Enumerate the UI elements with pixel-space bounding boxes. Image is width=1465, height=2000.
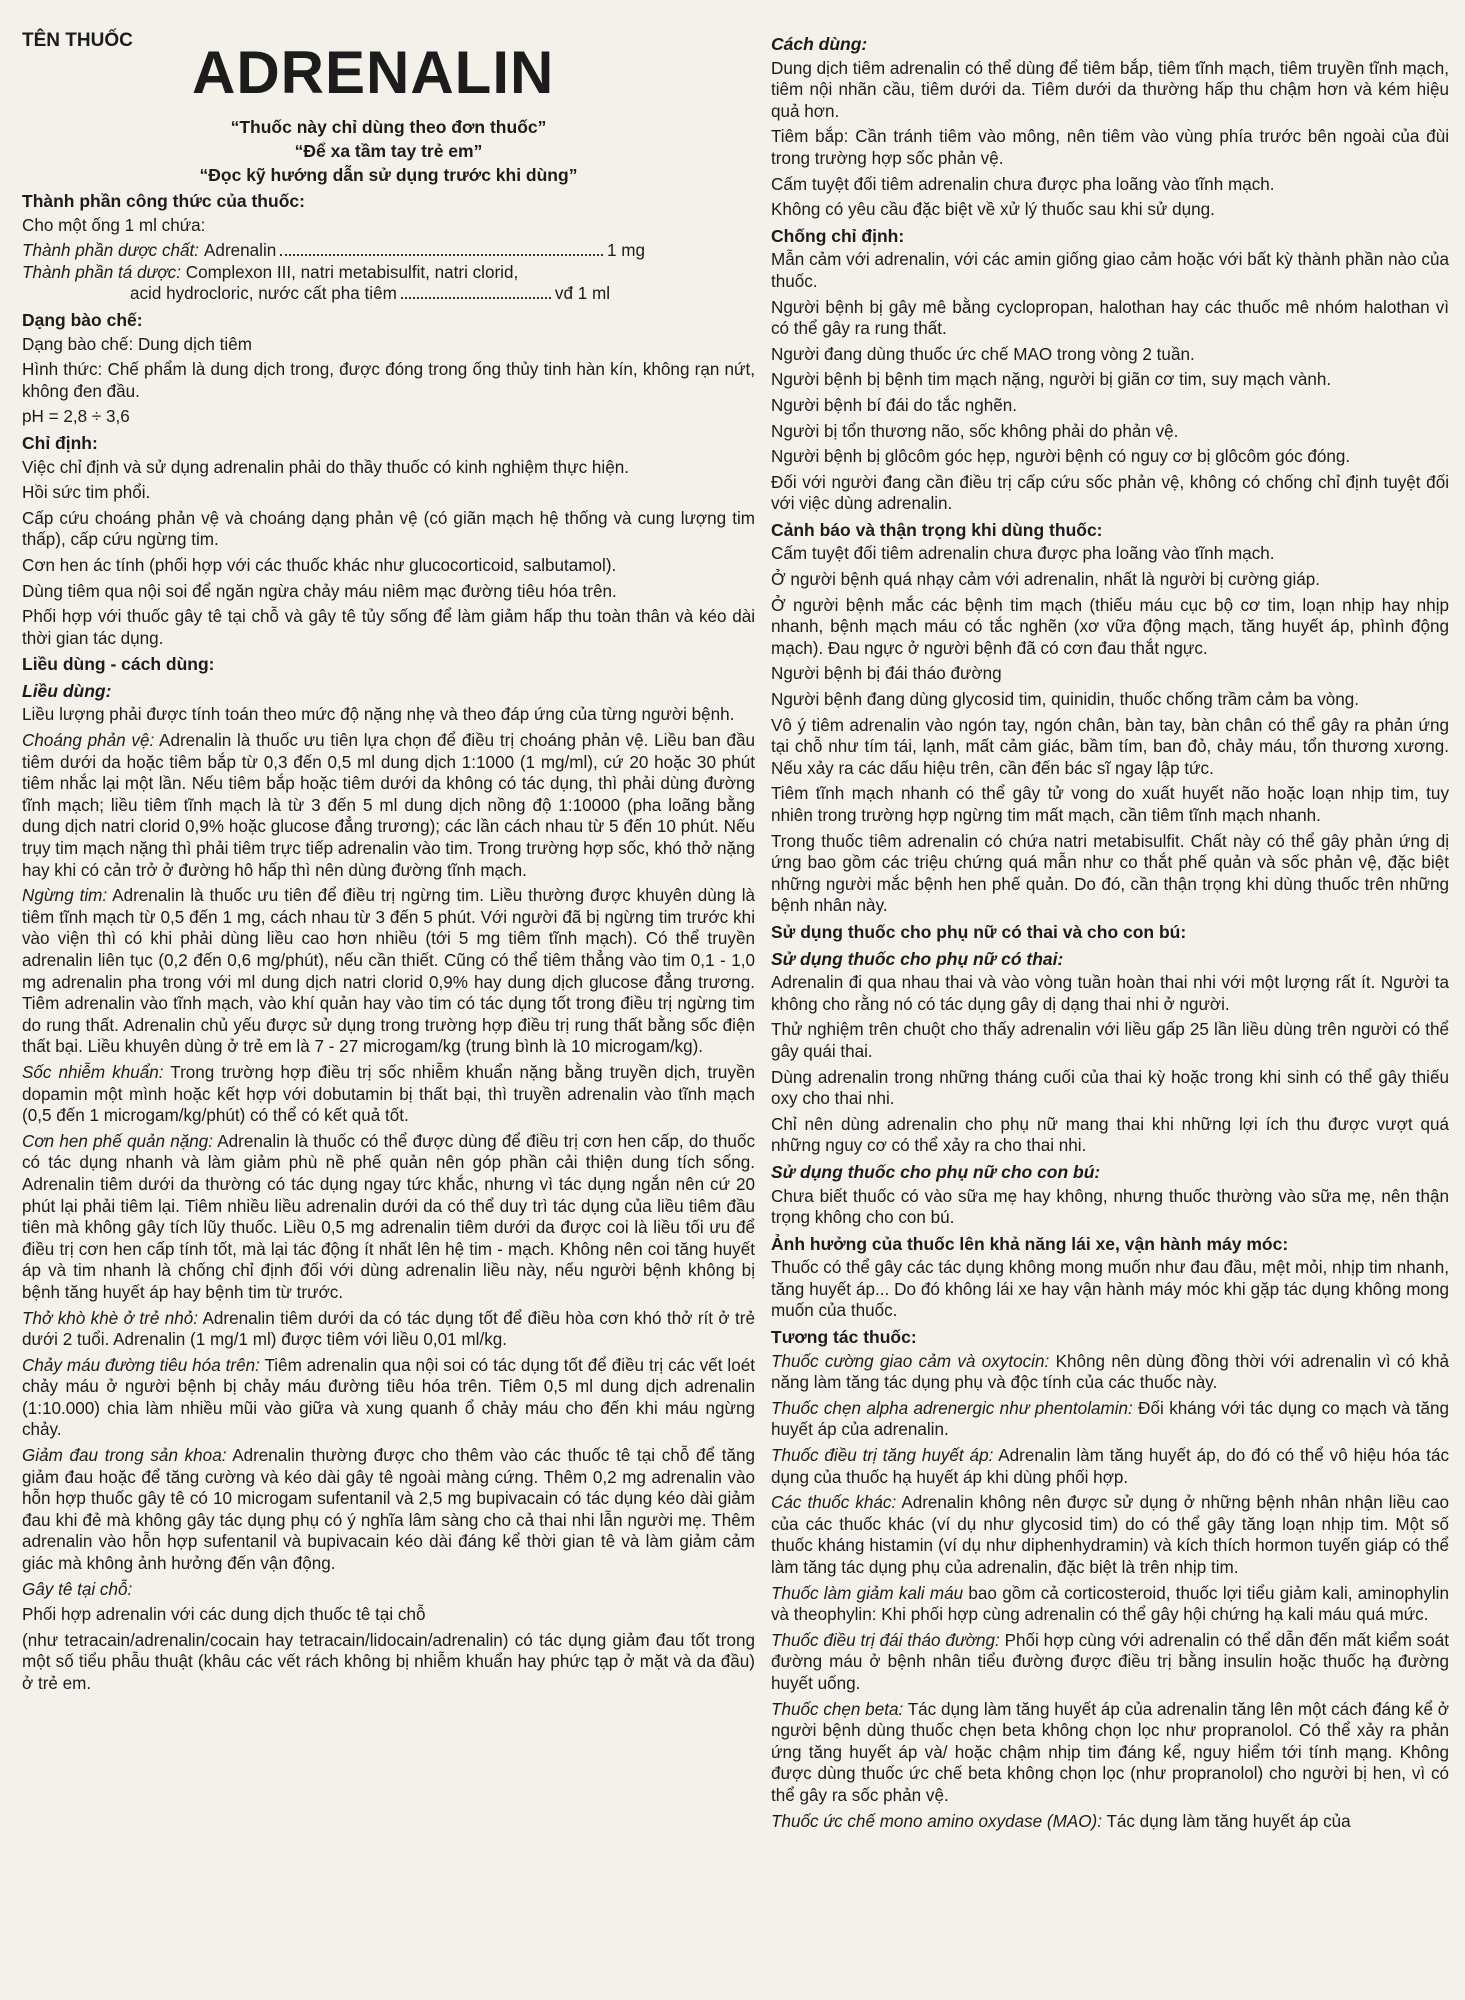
interaction-term: Thuốc làm giảm kali máu: [771, 1583, 964, 1603]
dosage-subheading: Liều dùng:: [22, 680, 112, 701]
local-anesthesia-line: (như tetracain/adrenalin/cocain hay tetracain/lidocain/adrenalin) có tác dụng giảm đau tốt trong một số tiểu phẫu thuật (khâu các vết rách không bị nhiễm khuẩn hay phức tạp ở mặt và da đầu) ở trẻ em.: [22, 1630, 755, 1693]
usage-line: Cấm tuyệt đối tiêm adrenalin chưa được pha loãng vào tĩnh mạch.: [771, 174, 1275, 194]
interaction-text: Không nên dùng đồng thời với adrenalin vì có khả năng làm tăng tác dụng phụ và độc tính của các thuốc này.: [771, 1351, 1449, 1393]
composition-heading: Thành phần công thức của thuốc:: [22, 191, 305, 211]
interaction-item: [771, 1398, 1449, 1441]
local-anesthesia-heading: Gây tê tại chỗ:: [22, 1579, 133, 1599]
dosage-term: Sốc nhiễm khuẩn:: [22, 1062, 164, 1082]
warning-line: Cấm tuyệt đối tiêm adrenalin chưa được pha loãng vào tĩnh mạch.: [771, 544, 1275, 564]
dosage-item: [22, 885, 755, 1058]
usage-line: Dung dịch tiêm adrenalin có thể dùng để tiêm bắp, tiêm tĩnh mạch, tiêm truyền tĩnh mạch, tiêm nội nhãn cầu, tiêm dưới da. Tiêm dưới da thường hấp thu chậm hơn và kém hiệu quả hơn.: [771, 58, 1449, 121]
interaction-term: Thuốc ức chế mono amino oxydase (MAO):: [771, 1811, 1102, 1831]
dosage-term: Chảy máu đường tiêu hóa trên:: [22, 1355, 260, 1375]
warning-line: Trong thuốc tiêm adrenalin có chứa natri metabisulfit. Chất này có thể gây phản ứng dị ứng bao gồm các triệu chứng quá mẫn như co thắt phế quản và sốc phản vệ, đặc biệt những người mắc bệnh hen phế quản. Do đó, cần thận trọng khi dùng thuốc trên những bệnh nhân này.: [771, 831, 1449, 916]
breastfeeding-line: Chưa biết thuốc có vào sữa mẹ hay không, nhưng thuốc thường vào sữa mẹ, nên thận trọng không cho con bú.: [771, 1186, 1449, 1228]
dosage-text: Tiêm adrenalin qua nội soi có tác dụng tốt để điều trị các vết loét chảy máu ở người bệnh bị chảy máu đường tiêu hóa trên. Tiêm 0,5 ml dung dịch adrenalin (1:10.000) chia làm nhiều mũi vào giữa và xung quanh ổ chảy máu cho đến khi máu ngừng chảy.: [22, 1355, 755, 1440]
composition-per-unit: Cho một ống 1 ml chứa:: [22, 215, 206, 235]
dosage-item: [22, 1445, 755, 1575]
interaction-item: [771, 1583, 1449, 1626]
interaction-text: Tác dụng làm tăng huyết áp của adrenalin tăng lên một cách đáng kể ở người bệnh dùng thuốc chẹn beta không chọn lọc như propranolol. Có thể xảy ra phản ứng tăng huyết áp và/ hoặc chậm nhịp tim đáng kể, nguy hiểm tới tính mạng. Không được dùng thuốc ức chế beta không chọn lọc (như propranolol) cho người bị hen, vì có thể gây ra sốc phản vệ.: [771, 1699, 1449, 1805]
warning-line: Tiêm tĩnh mạch nhanh có thể gây tử vong do xuất huyết não hoặc loạn nhịp tim, tuy nhiên trong trường hợp ngừng tim mất mạch, cần tiêm tĩnh mạch nhanh.: [771, 784, 1449, 825]
warning-prescription: “Thuốc này chỉ dùng theo đơn thuốc”: [230, 117, 547, 137]
warning-line: Ở người bệnh mắc các bệnh tim mạch (thiếu máu cục bộ cơ tim, loạn nhịp hay nhịp nhanh, bệnh mạch máu có tắc nghẽn (xơ vữa động mạch, tăng huyết áp, phình động mạch). Đau ngực ở người bệnh đã có cơn đau thắt ngực.: [771, 595, 1449, 658]
dosage-term: Choáng phản vệ:: [22, 731, 155, 751]
warning-line: Người bệnh bị đái tháo đường: [771, 664, 1002, 684]
pregnancy-line: Chỉ nên dùng adrenalin cho phụ nữ mang thai khi những lợi ích thu được vượt quá những nguy cơ có thể xảy ra cho thai nhi.: [771, 1114, 1449, 1156]
contraindications-heading: Chống chỉ định:: [771, 225, 905, 246]
interaction-term: Thuốc điều trị đái tháo đường:: [771, 1630, 1000, 1650]
driving-heading: Ảnh hưởng của thuốc lên khả năng lái xe, vận hành máy móc:: [771, 1233, 1289, 1254]
pregnancy-line: Thử nghiệm trên chuột cho thấy adrenalin với liều gấp 25 lần liều dùng trên người có thể gây quái thai.: [771, 1020, 1449, 1061]
contraindication-line: Người bệnh bị bệnh tim mạch nặng, người bị giãn cơ tim, suy mạch vành.: [771, 370, 1332, 390]
interactions-heading: Tương tác thuốc:: [771, 1327, 917, 1348]
dosage-item: [22, 1131, 755, 1304]
dosage-item: [22, 1062, 755, 1127]
contraindication-line: Người bệnh bí đái do tắc nghẽn.: [771, 395, 1017, 415]
dosage-form-line: pH = 2,8 ÷ 3,6: [22, 407, 130, 427]
pregnancy-subheading: Sử dụng thuốc cho phụ nữ có thai:: [771, 948, 1064, 969]
dosage-term: Thở khò khè ở trẻ nhỏ:: [22, 1308, 199, 1328]
interaction-text: Tác dụng làm tăng huyết áp của: [1102, 1811, 1351, 1831]
excipients-label: Thành phần tá dược:: [22, 262, 181, 282]
dosage-term: Cơn hen phế quản nặng:: [22, 1131, 213, 1151]
dosage-item: [22, 1308, 755, 1351]
interaction-item: [771, 1699, 1449, 1807]
composition-active: [22, 240, 755, 262]
usage-line: Không có yêu cầu đặc biệt về xử lý thuốc sau khi sử dụng.: [771, 200, 1215, 220]
indication-line: Phối hợp với thuốc gây tê tại chỗ và gây tê tủy sống để làm giảm hấp thu toàn thân và kéo dài thời gian tác dụng.: [22, 607, 755, 648]
active-name: Adrenalin: [204, 241, 277, 261]
interaction-term: Thuốc điều trị tăng huyết áp:: [771, 1446, 994, 1466]
warnings-heading: Cảnh báo và thận trọng khi dùng thuốc:: [771, 519, 1103, 540]
dosage-text: Adrenalin là thuốc ưu tiên để điều trị ngừng tim. Liều thường được khuyên dùng là tiêm tĩnh mạch từ 0,5 đến 1 mg, cách nhau từ 3 đến 5 phút. Với người đã bị ngừng tim trước khi vào viện thì có khi phải dùng liều cao hơn nhiều (tới 5 mg tiêm tĩnh mạch). Có thể truyền adrenalin liên tục (0,2 đến 0,6 mg/phút), nếu cần thiết. Cũng có thể tiêm thẳng vào tim 0,1 - 1,0 mg adrenalin pha trong với ml dung dịch natri clorid 0,9% hay dung dịch glucose đẳng trương. Tiêm adrenalin vào tĩnh mạch, vào khí quản hay vào tim có tác dụng tốt trong điều trị ngừng tim do rung thất. Adrenalin chủ yếu được sử dụng trong trường hợp điều trị rung thất bằng sốc điện thất bại. Liều khuyên dùng ở trẻ em là 7 - 27 microgam/kg (trung bình là 10 microgam/kg).: [22, 886, 755, 1057]
pregnancy-line: Adrenalin đi qua nhau thai và vào vòng tuần hoàn thai nhi với một lượng rất ít. Người ta không cho rằng nó có tác dụng gây dị dạng thai nhi ở người.: [771, 973, 1449, 1014]
interaction-item: [771, 1492, 1449, 1578]
indication-line: Việc chỉ định và sử dụng adrenalin phải do thầy thuốc có kinh nghiệm thực hiện.: [22, 457, 629, 477]
dosage-term: Ngừng tim:: [22, 886, 108, 906]
header: [22, 22, 755, 114]
active-label: Thành phần dược chất:: [22, 241, 200, 261]
interaction-term: Thuốc chẹn beta:: [771, 1699, 904, 1719]
dosage-text: Adrenalin thường được cho thêm vào các thuốc tê tại chỗ để tăng giảm đau hoặc để tăng cường và kéo dài gây tê ngoài màng cứng. Thêm 0,2 mg adrenalin vào hỗn hợp thuốc gây tê có 10 microgam sufentanil và 2,5 mg bupivacain có tác dụng kéo dài giảm đau khi đẻ mà không gây tác dụng phụ có ý nghĩa lâm sàng cho cả thai nhi lẫn người mẹ. Thêm adrenalin vào hỗn hợp sufentanil và bupivacain kéo dài đáng kể thời gian tê và làm giảm cảm giác mà không ảnh hưởng đến vận động.: [22, 1446, 755, 1574]
contraindication-line: Người bị tổn thương não, sốc không phải do phản vệ.: [771, 421, 1179, 441]
interaction-text: Adrenalin làm tăng huyết áp, do đó có thể vô hiệu hóa tác dụng của thuốc hạ huyết áp khi dùng phối hợp.: [771, 1446, 1449, 1487]
indications-heading: Chỉ định:: [22, 432, 98, 453]
interaction-item: [771, 1445, 1449, 1488]
composition-excipients-2: [22, 283, 610, 305]
contraindication-line: Người bệnh bị glôcôm góc hẹp, người bệnh có nguy cơ bị glôcôm góc đóng.: [771, 447, 1351, 467]
contraindication-line: Người bệnh bị gây mê bằng cyclopropan, halothan hay các thuốc mê nhóm halothan vì có thể gây ra rung thất.: [771, 297, 1449, 339]
interaction-item: [771, 1351, 1449, 1394]
dosage-form-line: Hình thức: Chế phẩm là dung dịch trong, được đóng trong ống thủy tinh hàn kín, không rạn nứt, không đen đầu.: [22, 360, 755, 401]
warning-line: Người bệnh đang dùng glycosid tim, quinidin, thuốc chống trầm cảm ba vòng.: [771, 690, 1360, 710]
contraindication-line: Đối với người đang cần điều trị cấp cứu sốc phản vệ, không có chống chỉ định tuyệt đối với việc dùng adrenalin.: [771, 472, 1449, 514]
dosage-text: Adrenalin tiêm dưới da có tác dụng tốt để điều hòa cơn khó thở rít ở trẻ dưới 2 tuổi. Adrenalin (1 mg/1 ml) được tiêm với liều 0,01 ml/kg.: [22, 1308, 755, 1350]
interaction-term: Thuốc cường giao cảm và oxytocin:: [771, 1351, 1050, 1371]
dosage-item: [22, 1355, 755, 1441]
excipients-text2: acid hydrocloric, nước cất pha tiêm: [130, 284, 397, 304]
warning-line: Ở người bệnh quá nhạy cảm với adrenalin, nhất là người bị cường giáp.: [771, 570, 1321, 590]
pregnancy-heading: Sử dụng thuốc cho phụ nữ có thai và cho con bú:: [771, 921, 1187, 942]
dosage-item: [22, 730, 755, 881]
indication-line: Cấp cứu choáng phản vệ và choáng dạng phản vệ (có giãn mạch hệ thống và cung lượng tim thấp), cấp cứu ngừng tim.: [22, 508, 755, 550]
interaction-text: Đối kháng với tác dụng co mạch và tăng huyết áp của adrenalin.: [771, 1398, 1449, 1440]
drug-name-label: TÊN THUỐC: [22, 30, 133, 51]
driving-line: Thuốc có thể gây các tác dụng không mong muốn như đau đầu, mệt mỏi, nhịp tim nhanh, tăng huyết áp... Do đó không lái xe hay vận hành máy móc khi gặp tác dụng không mong muốn của thuốc.: [771, 1258, 1449, 1321]
interaction-item: [771, 1811, 1449, 1833]
local-anesthesia-line: Phối hợp adrenalin với các dung dịch thuốc tê tại chỗ: [22, 1605, 426, 1625]
dosage-text: Adrenalin là thuốc ưu tiên lựa chọn để điều trị choáng phản vệ. Liều ban đầu tiêm dưới da hoặc tiêm bắp từ 0,3 đến 0,5 ml dung dịch 1:1000 (1 mg/ml), cứ 20 hoặc 30 phút tiêm nhắc lại một lần. Nếu tiêm bắp hoặc tiêm dưới da không có tác dụng, thì phải dùng đường tĩnh mạch; liều tiêm tĩnh mạch là từ 3 đến 5 ml dung dịch nồng độ 1:10000 (pha loãng bằng dung dịch natri clorid 0,9% hoặc glucose đẳng trương); các lần cách nhau từ 5 đến 10 phút. Nếu trụy tim mạch nặng thì phải tiêm trực tiếp adrenalin vào tim. Trong trường hợp sốc, khó thở nặng hay khi có cản trở ở đường hô hấp thì nên dùng đường tĩnh mạch.: [22, 731, 755, 880]
warning-read: “Đọc kỹ hướng dẫn sử dụng trước khi dùng”: [199, 165, 578, 185]
breastfeeding-subheading: Sử dụng thuốc cho phụ nữ cho con bú:: [771, 1161, 1101, 1182]
interaction-text: Phối hợp cùng với adrenalin có thể dẫn đến mất kiểm soát đường máu ở bệnh nhân tiểu đường được điều trị bằng insulin hoặc thuốc hạ đường huyết uống.: [771, 1630, 1449, 1693]
dosage-term: Giảm đau trong sản khoa:: [22, 1446, 227, 1466]
indication-line: Dùng tiêm qua nội soi để ngăn ngừa chảy máu niêm mạc đường tiêu hóa trên.: [22, 581, 617, 601]
interaction-term: Các thuốc khác:: [771, 1493, 897, 1513]
contraindication-line: Mẫn cảm với adrenalin, với các amin giống giao cảm hoặc với bất kỳ thành phần nào của thuốc.: [771, 250, 1449, 291]
dosage-form-line: Dạng bào chế: Dung dịch tiêm: [22, 334, 252, 354]
interaction-text: Adrenalin không nên được sử dụng ở những bệnh nhân nhận liều cao của các thuốc khác (ví dụ như glycosid tim) do có thể gây tăng loạn nhịp tim. Một số thuốc kháng histamin (ví dụ như diphenhydramin) và kích thích hormon tuyến giáp có thể làm tăng tác dụng phụ của adrenalin, đặc biệt là trên nhịp tim.: [771, 1493, 1449, 1577]
composition-excipients: [22, 262, 755, 284]
pregnancy-line: Dùng adrenalin trong những tháng cuối của thai kỳ hoặc trong khi sinh có thể gây thiếu oxy cho thai nhi.: [771, 1067, 1449, 1109]
dosage-form-heading: Dạng bào chế:: [22, 309, 143, 330]
interaction-term: Thuốc chẹn alpha adrenergic như phentolamin:: [771, 1398, 1133, 1418]
active-amount: 1 mg: [606, 241, 645, 261]
dosage-heading: Liều dùng - cách dùng:: [22, 654, 215, 675]
excipients-text: Complexon III, natri metabisulfit, natri clorid,: [185, 262, 519, 282]
interaction-text: bao gồm cả corticosteroid, thuốc lợi tiểu giảm kali, aminophylin và theophylin: Khi phối hợp cùng adrenalin có thể gây hội chứng hạ kali máu quá mức.: [771, 1583, 1449, 1625]
dosage-text: Adrenalin là thuốc có thể được dùng để điều trị cơn hen cấp, do thuốc có tác dụng nhanh và làm giảm phù nề phế quản nên góp phần cải thiện dung tích sống. Adrenalin tiêm dưới da thường có tác dụng ngay tức khắc, nhưng vì tác dụng ngắn nên cứ 20 phút lại phải tiêm lại. Tiêm nhiều liều adrenalin dưới da có thể duy trì tác dụng của liều tiêm đầu tiên mà không gây tích lũy thuốc. Liều 0,5 mg adrenalin tiêm dưới da được coi là liều tối ưu để điều trị cơn hen cấp tính tốt, mà lại tác động ít nhất lên hệ tim - mạch. Không nên coi tăng huyết áp và tim nhanh là chống chỉ định đối với dùng adrenalin liều này, nếu người bệnh không bị bệnh tăng huyết áp hay bệnh tim từ trước.: [22, 1131, 755, 1302]
dosage-text: Trong trường hợp điều trị sốc nhiễm khuẩn nặng bằng truyền dịch, truyền dopamin một mình hoặc kết hợp với dobutamin bị thất bại, thì truyền adrenalin vào tĩnh mạch (0,5 đến 1 microgam/kg/phút) có thể có kết quả tốt.: [22, 1062, 755, 1126]
indication-line: Hồi sức tim phổi.: [22, 483, 151, 503]
warning-children: “Để xa tầm tay trẻ em”: [294, 141, 483, 161]
right-column: [771, 22, 1449, 2000]
interaction-item: [771, 1630, 1449, 1695]
usage-heading: Cách dùng:: [771, 34, 868, 54]
dosage-intro: Liều lượng phải được tính toán theo mức độ nặng nhẹ và theo đáp ứng của từng người bệnh.: [22, 705, 735, 725]
leader-dots: [401, 283, 551, 299]
drug-name: ADRENALIN: [192, 39, 555, 106]
warning-line: Vô ý tiêm adrenalin vào ngón tay, ngón chân, bàn tay, bàn chân có thể gây ra phản ứng tại chỗ như tím tái, lạnh, mất cảm giác, bầm tím, ban đỏ, chảy máu, tổn thương xương. Nếu xảy ra các dấu hiệu trên, cần đến bác sĩ ngay lập tức.: [771, 715, 1449, 778]
usage-line: Tiêm bắp: Cần tránh tiêm vào mông, nên tiêm vào vùng phía trước bên ngoài của đùi trong trường hợp sốc phản vệ.: [771, 127, 1449, 168]
contraindication-line: Người đang dùng thuốc ức chế MAO trong vòng 2 tuần.: [771, 344, 1195, 364]
leader-dots: [280, 240, 603, 256]
indication-line: Cơn hen ác tính (phối hợp với các thuốc khác như glucocorticoid, salbutamol).: [22, 555, 617, 575]
excipients-amount: vđ 1 ml: [554, 284, 610, 304]
left-column: [22, 22, 755, 2000]
